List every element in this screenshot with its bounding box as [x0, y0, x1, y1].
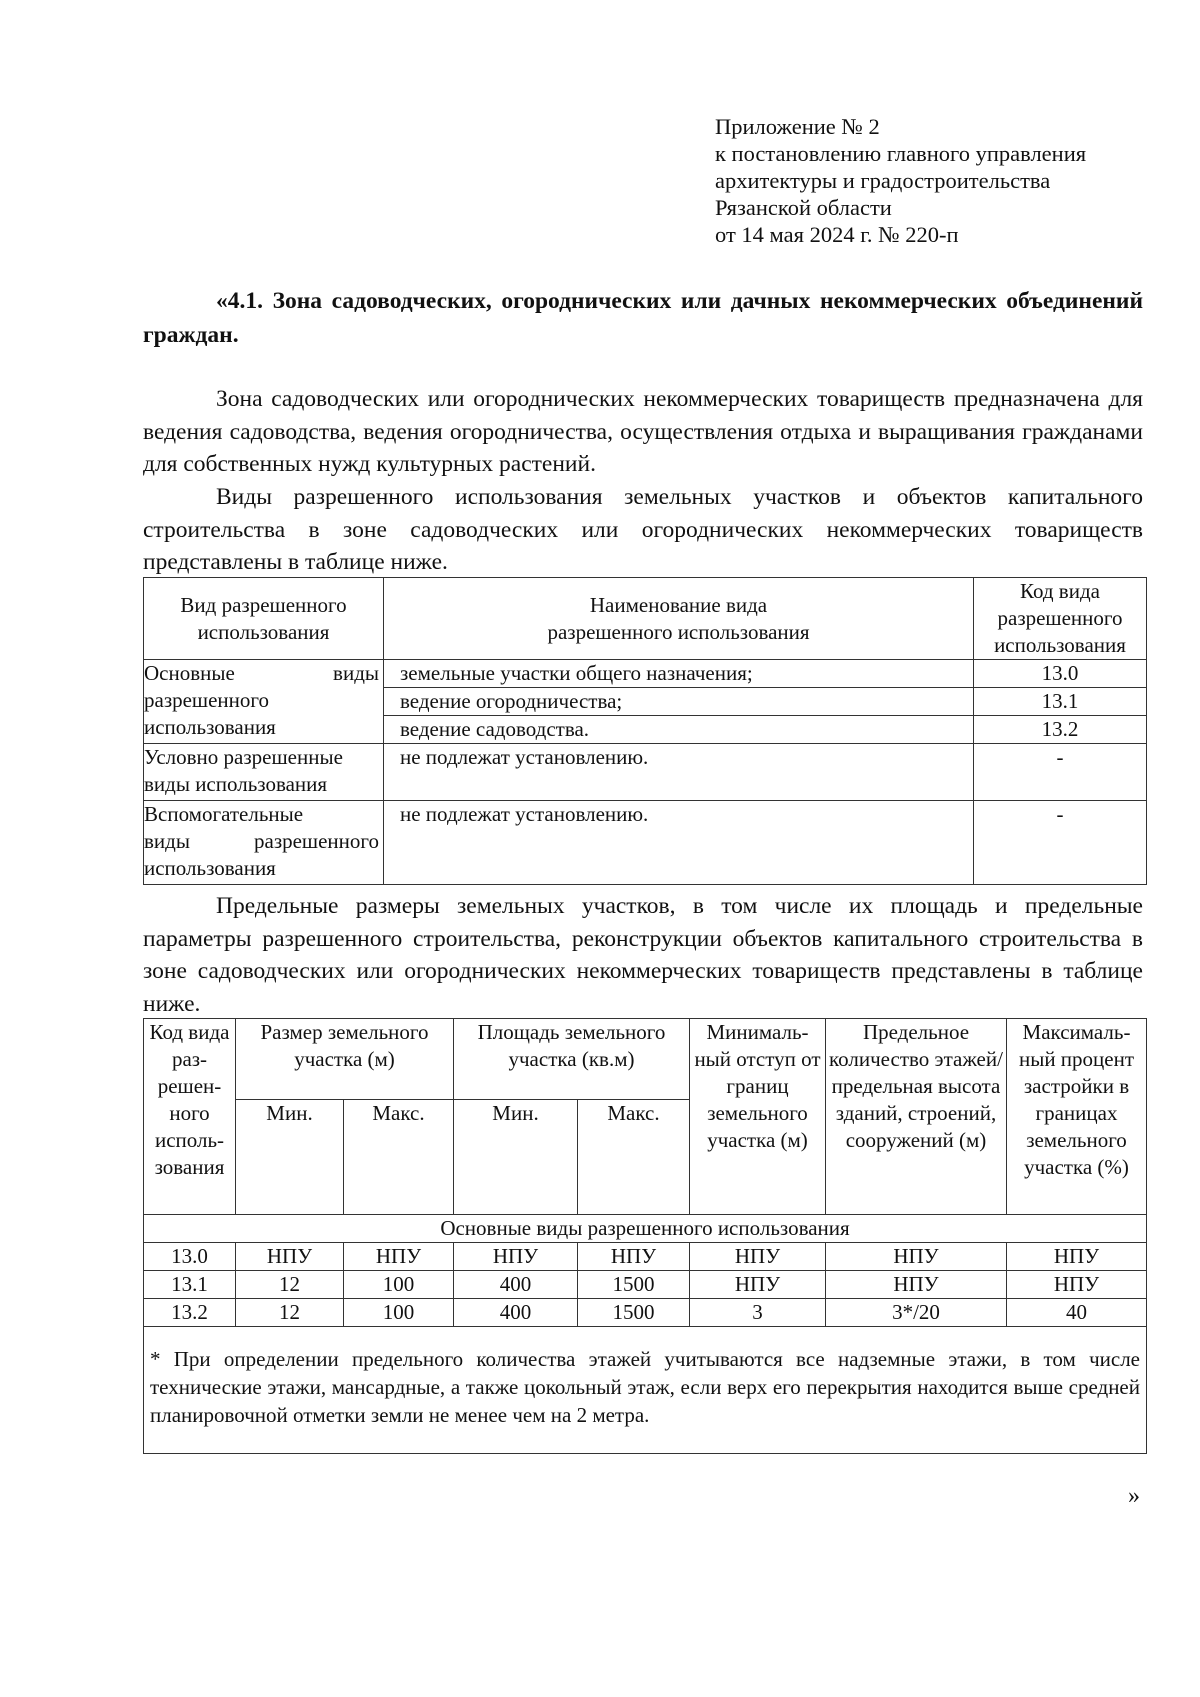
closing-quote: » — [1128, 1483, 1140, 1509]
table-row — [144, 1243, 1147, 1271]
header-min: Мин. — [236, 1100, 344, 1215]
cell: 13.2 — [144, 1299, 236, 1327]
cell: НПУ — [454, 1243, 578, 1271]
category-conditional — [144, 744, 384, 801]
header-coverage: Максималь-ный процент застройки в границах земельного участка (%) — [1007, 1019, 1147, 1215]
header-max: Макс. — [344, 1100, 454, 1215]
category-word: виды — [333, 661, 379, 685]
usage-code: 13.2 — [974, 716, 1147, 744]
category-word: разрешенного — [254, 829, 379, 853]
cell: 1500 — [578, 1299, 690, 1327]
header-floors: Предельное количество этажей/ предельная высота зданий, строений, сооружений (м) — [826, 1019, 1007, 1215]
appendix-line: к постановлению главного управления — [715, 141, 1087, 166]
appendix-line: Рязанской области — [715, 195, 892, 220]
usage-code: 13.0 — [974, 660, 1147, 688]
header-code: Код вида раз-решен-ного исполь-зования — [144, 1019, 236, 1215]
cell: 100 — [344, 1299, 454, 1327]
header-usage-name — [384, 578, 974, 660]
paragraph-zone-purpose: Зона садоводческих или огороднических некоммерческих товариществ предназначена для ведения садоводства, ведения огородничества, осуществления отдыха и выращивания гражданами для собственных нужд культурных растений. — [143, 386, 1143, 477]
header-usage-code: Код вида разрешенного использования — [974, 578, 1147, 660]
cell: 400 — [454, 1299, 578, 1327]
appendix-block — [715, 113, 1086, 248]
header-usage-type: Вид разрешенного использования — [144, 578, 384, 660]
cell: НПУ — [826, 1243, 1007, 1271]
header-usage-name-line: разрешенного использования — [547, 619, 810, 644]
header-min: Мин. — [454, 1100, 578, 1215]
category-line: Условно разрешенные — [144, 745, 343, 769]
usage-name: ведение садоводства. — [384, 716, 974, 744]
cell: 1500 — [578, 1271, 690, 1299]
section-heading: «4.1. Зона садоводческих, огороднических или дачных некоммерческих объединений граждан. — [143, 288, 1143, 348]
cell: 12 — [236, 1271, 344, 1299]
usage-code: - — [974, 744, 1147, 801]
usage-name: ведение огородничества; — [384, 688, 974, 716]
category-auxiliary — [144, 801, 384, 885]
cell: НПУ — [690, 1271, 826, 1299]
category-line: виды использования — [144, 772, 328, 796]
limits-table — [143, 1018, 1147, 1454]
table-row — [144, 1271, 1147, 1299]
usage-code: - — [974, 801, 1147, 885]
paragraph-usage-types: Виды разрешенного использования земельных участков и объектов капитального строительства в зоне садоводческих или огороднических некоммерческих товариществ представлены в таблице ниже. — [143, 484, 1143, 575]
cell: НПУ — [1007, 1243, 1147, 1271]
usage-name: не подлежат установлению. — [384, 801, 974, 885]
cell: 13.1 — [144, 1271, 236, 1299]
cell: 400 — [454, 1271, 578, 1299]
paragraph-limits: Предельные размеры земельных участков, в том числе их площадь и предельные параметры разрешенного строительства, реконструкции объектов капитального строительства в зоне садоводческих или огороднических некоммерческих товариществ представлены в таблице ниже. — [143, 893, 1143, 1017]
category-main — [144, 660, 384, 744]
category-line: разрешенного — [144, 688, 269, 712]
cell: НПУ — [826, 1271, 1007, 1299]
usage-code: 13.1 — [974, 688, 1147, 716]
cell: НПУ — [1007, 1271, 1147, 1299]
cell: 13.0 — [144, 1243, 236, 1271]
cell: 100 — [344, 1271, 454, 1299]
usage-types-table — [143, 577, 1147, 885]
appendix-line: Приложение № 2 — [715, 114, 880, 139]
section-row: Основные виды разрешенного использования — [144, 1215, 1147, 1243]
cell: НПУ — [690, 1243, 826, 1271]
cell: НПУ — [344, 1243, 454, 1271]
cell: 40 — [1007, 1299, 1147, 1327]
header-max: Макс. — [578, 1100, 690, 1215]
cell: 3 — [690, 1299, 826, 1327]
category-line: использования — [144, 856, 276, 880]
appendix-line: от 14 мая 2024 г. № 220-п — [715, 222, 959, 247]
cell: НПУ — [236, 1243, 344, 1271]
appendix-line: архитектуры и градостроительства — [715, 168, 1051, 193]
header-setback: Минималь-ный отступ от границ земельного участка (м) — [690, 1019, 826, 1215]
cell: НПУ — [578, 1243, 690, 1271]
cell: 3*/20 — [826, 1299, 1007, 1327]
usage-name: не подлежат установлению. — [384, 744, 974, 801]
header-area: Площадь земельного участка (кв.м) — [454, 1019, 690, 1100]
cell: 12 — [236, 1299, 344, 1327]
category-word: виды — [144, 829, 190, 853]
category-line: Вспомогательные — [144, 802, 304, 826]
header-usage-name-line: Наименование вида — [589, 592, 768, 617]
table-row — [144, 1299, 1147, 1327]
usage-name: земельные участки общего назначения; — [384, 660, 974, 688]
category-line: использования — [144, 715, 276, 739]
header-size: Размер земельного участка (м) — [236, 1019, 454, 1100]
footnote: * При определении предельного количества этажей учитываются все надземные этажи, в том числе технические этажи, мансардные, а также цокольный этаж, если верх его перекрытия находится выше средней планировочной отметки земли не менее чем на 2 метра. — [144, 1327, 1147, 1454]
category-word: Основные — [144, 661, 235, 685]
